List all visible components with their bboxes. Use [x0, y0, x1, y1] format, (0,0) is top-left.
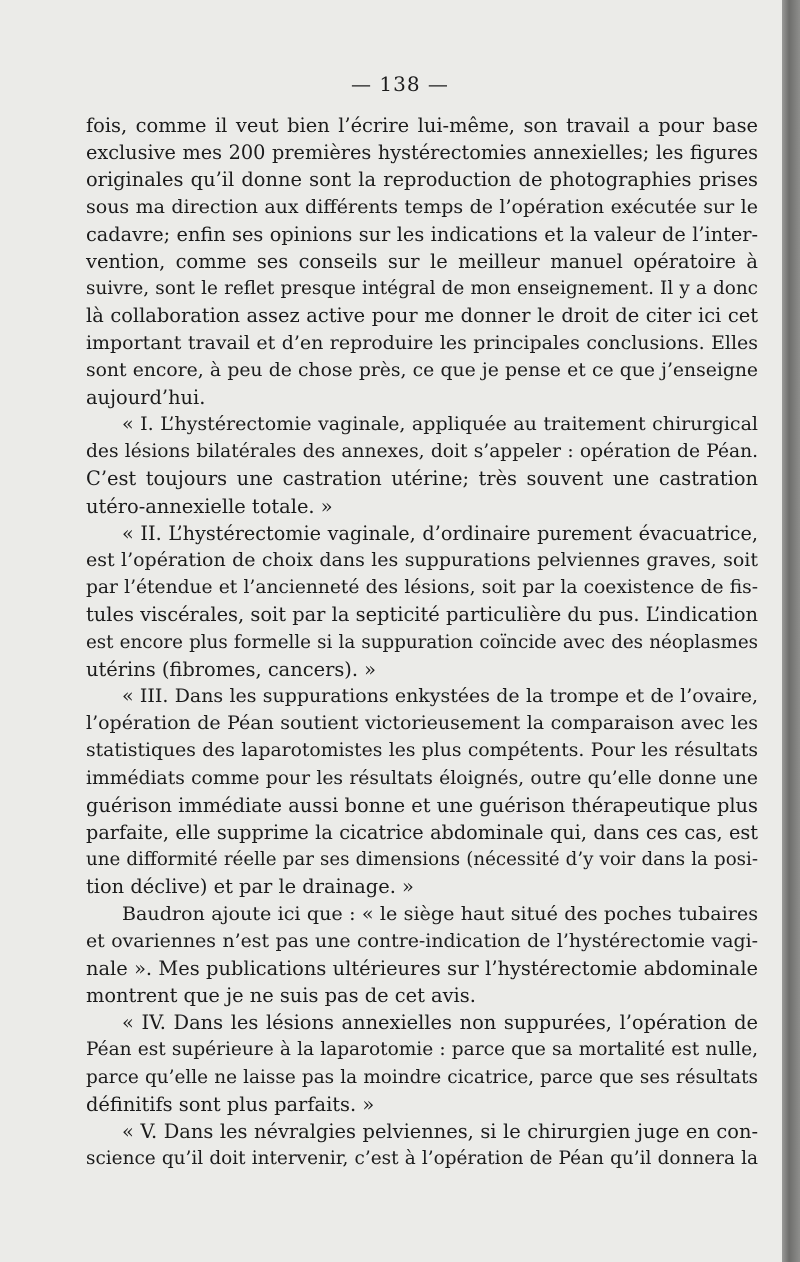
text-line: suivre, sont le reflet presque intégral de mon enseignement. Il y a donc — [86, 278, 758, 300]
text-line: aujourd’hui. — [86, 385, 206, 409]
text-line: utéro-annexielle totale. » — [86, 494, 333, 518]
text-line: exclusive mes 200 premières hystérectomies annexielles; les figures — [86, 141, 758, 165]
text-line: sont encore, à peu de chose près, ce que je pense et ce que j’enseigne — [86, 359, 758, 381]
text-line: et ovariennes n’est pas une contre-indication de l’hystérectomie vagi- — [86, 929, 758, 952]
text-line: important travail et d’en reproduire les principales conclusions. Elles — [86, 331, 758, 354]
text-line: Péan est supérieure à la laparotomie : parce que sa mortalité est nulle, — [86, 1039, 758, 1061]
text-line: guérison immédiate aussi bonne et une guérison thérapeutique plus — [86, 793, 758, 817]
page-number: — 138 — — [351, 72, 449, 96]
text-line: cadavre; enfin ses opinions sur les indications et la valeur de l’inter- — [86, 222, 758, 246]
text-line: l’opération de Péan soutient victorieusement la comparaison avec les — [86, 712, 758, 735]
text-line: Baudron ajoute ici que : « le siège haut situé des poches tubaires — [122, 902, 758, 926]
text-line: « I. L’hystérectomie vaginale, appliquée au traitement chirurgical — [122, 413, 758, 436]
text-line: « IV. Dans les lésions annexielles non suppurées, l’opération de — [122, 1011, 758, 1035]
text-line: utérins (fibromes, cancers). » — [86, 657, 377, 681]
text-line: là collaboration assez active pour me donner le droit de citer ici cet — [86, 304, 758, 328]
text-line: parfaite, elle supprime la cicatrice abdominale qui, dans ces cas, est — [86, 820, 758, 844]
text-line: des lésions bilatérales des annexes, doit s’appeler : opération de Péan. — [86, 441, 758, 463]
text-line: montrent que je ne suis pas de cet avis. — [86, 984, 476, 1007]
text-line: tules viscérales, soit par la septicité particulière du pus. L’indication — [86, 603, 758, 627]
text-line: science qu’il doit intervenir, c’est à l’opération de Péan qu’il donnera la — [86, 1148, 758, 1170]
text-line: vention, comme ses conseils sur le meilleur manuel opératoire à — [86, 249, 758, 273]
text-line: originales qu’il donne sont la reproduction de photographies prises — [86, 168, 758, 192]
text-line: nale ». Mes publications ultérieures sur l’hystérectomie abdominale — [86, 956, 758, 980]
text-line: C’est toujours une castration utérine; très souvent une castration — [86, 467, 758, 491]
text-line: est encore plus formelle si la suppuration coïncide avec des néoplasmes — [86, 631, 758, 653]
text-line: « III. Dans les suppurations enkystées de la trompe et de l’ovaire, — [122, 684, 758, 707]
text-line: statistiques des laparotomistes les plus compétents. Pour les résultats — [86, 740, 758, 762]
body-text — [86, 112, 758, 1172]
text-line: par l’étendue et l’ancienneté des lésions, soit par la coexistence de fis- — [86, 577, 758, 599]
text-line: parce qu’elle ne laisse pas la moindre cicatrice, parce que ses résultats — [86, 1066, 758, 1088]
text-line: « V. Dans les névralgies pelviennes, si le chirurgien juge en con- — [122, 1119, 758, 1143]
text-line: fois, comme il veut bien l’écrire lui-même, son travail a pour base — [86, 114, 758, 137]
text-line: « II. L’hystérectomie vaginale, d’ordinaire purement évacuatrice, — [122, 521, 758, 545]
text-line: une difformité réelle par ses dimensions (nécessité d’y voir dans la posi- — [86, 849, 758, 871]
page-edge-shadow — [782, 0, 800, 1262]
text-line: immédiats comme pour les résultats éloignés, outre qu’elle donne une — [86, 767, 758, 789]
text-line: définitifs sont plus parfaits. » — [86, 1092, 375, 1116]
text-line: tion déclive) et par le drainage. » — [86, 875, 414, 899]
text-line: sous ma direction aux différents temps de l’opération exécutée sur le — [86, 195, 758, 218]
text-line: est l’opération de choix dans les suppurations pelviennes graves, soit — [86, 549, 758, 571]
